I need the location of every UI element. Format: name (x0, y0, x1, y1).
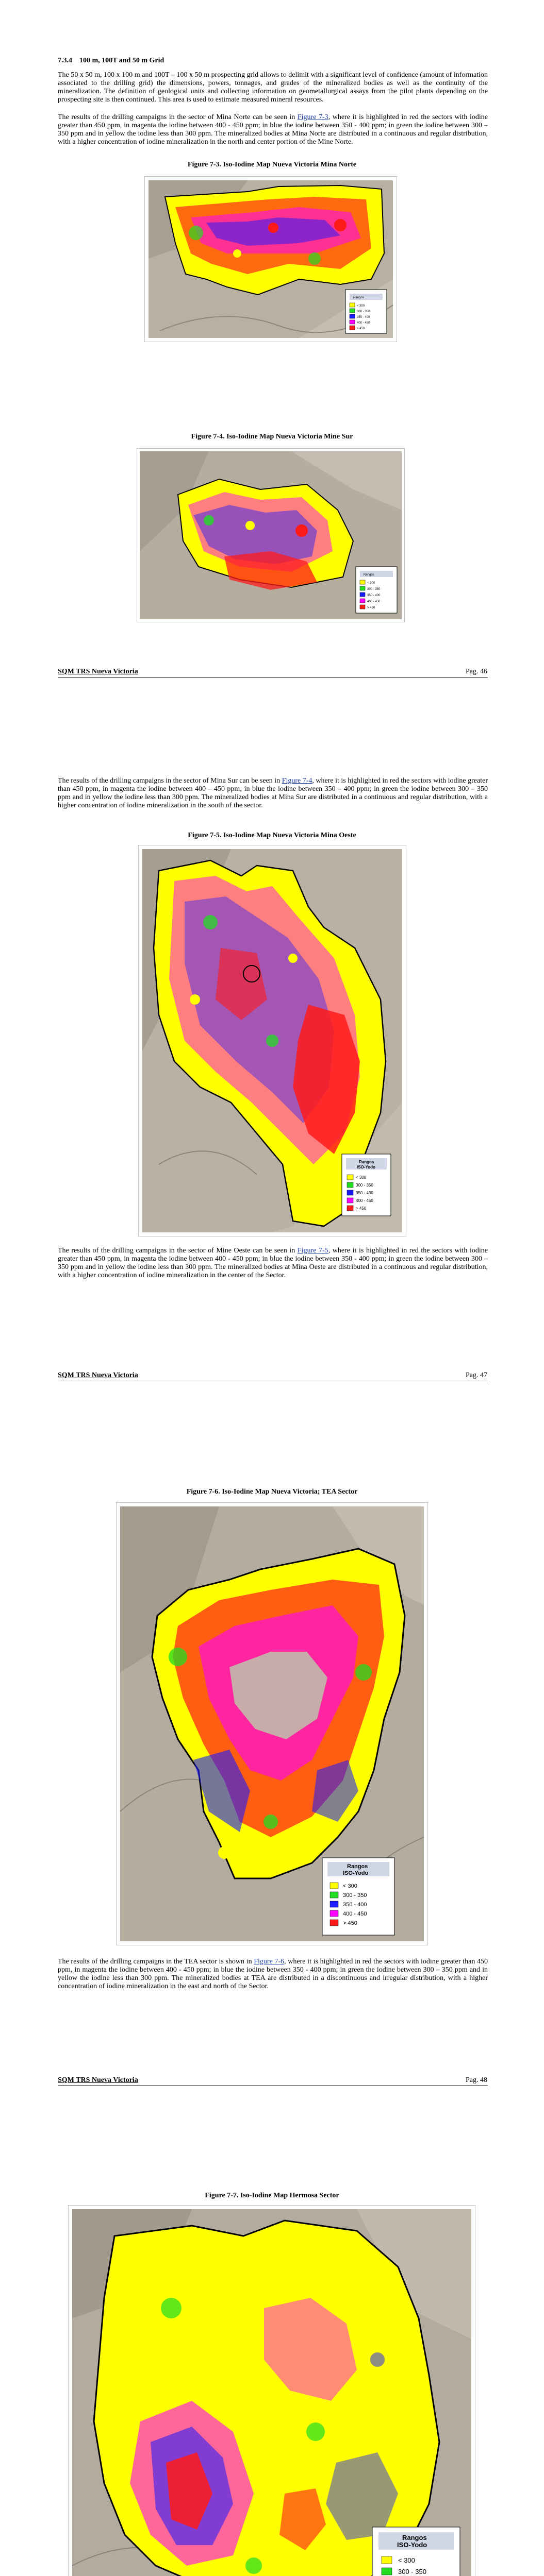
figure-7-5-caption: Figure 7-5. Iso-Iodine Map Nueva Victoria Mina Oeste (188, 832, 356, 839)
hermosa-sector-map-image (68, 2205, 475, 2576)
map2-legend-item-2: 300 - 350 (367, 588, 381, 591)
map3-legend-title-1: Rangos (359, 1160, 374, 1164)
map3-legend-item-5: > 450 (356, 1206, 367, 1211)
figure-7-7-caption: Figure 7-7. Iso-Iodine Map Hermosa Sector (205, 2192, 339, 2199)
map2-legend-item-3: 350 - 400 (367, 594, 381, 597)
mina-oeste-map-image (138, 845, 406, 1236)
footer-title-47: SQM TRS Nueva Victoria (58, 1371, 138, 1379)
map2-legend-item-5: > 450 (367, 606, 375, 609)
figure-7-4-link[interactable]: Figure 7-4 (282, 777, 312, 785)
footer-title-46: SQM TRS Nueva Victoria (58, 668, 138, 675)
figure-7-5-map (138, 845, 406, 1236)
figure-7-4-map (137, 448, 405, 622)
figure-7-4-caption: Figure 7-4. Iso-Iodine Map Nueva Victoria Mine Sur (191, 433, 353, 440)
map1-legend-item-2: 300 - 350 (357, 310, 370, 313)
map1-legend-item-1: < 300 (357, 304, 365, 308)
intro-paragraph: The 50 x 50 m, 100 x 100 m and 100T – 100 x 50 m prospecting grid allows to delimit with a significant level of confidence (amount of information associated to the drilling grid) the dimensions, powers, tonnages, and grades of the mineralized bodies as well as the continuity of the mineralization. The definition of geological units and collecting information on geometallurgical assays from the pilot plants depending on the prospecting site is then continued. This area is used to estimate measured mineral resources. (58, 71, 488, 104)
figure-7-3-link[interactable]: Figure 7-3 (297, 113, 328, 121)
mina-sur-map-image (137, 448, 405, 622)
page-number-46: Pag. 46 (466, 668, 487, 675)
figure-7-6-map (116, 1502, 428, 1945)
map2-legend-item-1: < 300 (367, 582, 375, 585)
figure-7-6-link[interactable]: Figure 7-6 (254, 1958, 285, 1965)
mina-oeste-paragraph: The results of the drilling campaigns in the sector of Mine Oeste can be seen in Figure 7-5, where it is highlighted in red the sectors with iodine greater than 450 ppm, in magenta the iodine between 400 - 450 ppm; in blue the iodine between 350 - 400 ppm; in green the iodine between 300 – 350 ppm and in yellow the iodine less than 300 ppm. The mineralized bodies at Mina Oeste are distributed in a continuous and regular distribution, with a higher concentration of iodine mineralization in the center of the Sector. (58, 1247, 488, 1279)
figure-7-3-map (144, 176, 397, 342)
figure-7-5-link[interactable]: Figure 7-5 (297, 1247, 328, 1255)
mina-sur-paragraph: The results of the drilling campaigns in the sector of Mina Sur can be seen in Figure 7-4, where it is highlighted in red the sectors with iodine greater than 450 ppm, in magenta the iodine between 400 – 450 ppm; in blue the iodine between 350 – 400 ppm; in green the iodine between 300 – 350 ppm and in yellow the iodine less than 300 ppm. The mineralized bodies at Mina Sur are distributed in a continuous and regular distribution, with a higher concentration of iodine mineralization in the south of the sector. (58, 777, 488, 809)
map3-legend-title-2: ISO-Yodo (357, 1165, 375, 1170)
map5-legend-title-2: ISO-Yodo (397, 2541, 427, 2549)
figure-7-3-caption: Figure 7-3. Iso-Iodine Map Nueva Victoria Mina Norte (187, 161, 357, 168)
map1-legend-item-4: 400 - 450 (357, 321, 370, 325)
map4-legend-title-1: Rangos (347, 1863, 368, 1870)
map4-legend-item-4: 400 - 450 (343, 1911, 367, 1917)
tea-sector-paragraph: The results of the drilling campaigns in the TEA sector is shown in Figure 7-6, where it is highlighted in red the sectors with iodine greater than 450 ppm, in magenta the iodine between 400 - 450 ppm; in blue the iodine between 350 - 400 ppm; in green the iodine between 300 – 350 ppm and in yellow the iodine less than 300 ppm. The mineralized bodies at TEA are distributed in a discontinuous and irregular distribution, with a higher concentration of iodine mineralization in the east and north of the Sector. (58, 1958, 488, 1990)
map4-legend-item-2: 300 - 350 (343, 1892, 367, 1899)
map2-legend-item-4: 400 - 450 (367, 600, 381, 603)
map1-legend-title: Rangos (353, 296, 364, 299)
map4-legend-title-2: ISO-Yodo (343, 1870, 369, 1876)
map3-legend-item-4: 400 - 450 (356, 1198, 373, 1203)
page-number-48: Pag. 48 (466, 2076, 487, 2084)
mina-norte-map-image (144, 176, 397, 342)
map4-legend-item-3: 350 - 400 (343, 1902, 367, 1908)
tea-sector-map-image (116, 1502, 428, 1945)
map5-legend-item-2: 300 - 350 (398, 2568, 426, 2575)
map3-legend-item-3: 350 - 400 (356, 1191, 373, 1195)
map4-legend-item-5: > 450 (343, 1920, 357, 1926)
figure-7-7-map (68, 2205, 475, 2576)
section-number: 7.3.4 (58, 57, 72, 64)
map3-legend-item-1: < 300 (356, 1175, 367, 1180)
map1-legend-item-5: > 450 (357, 327, 365, 330)
page-number-47: Pag. 47 (466, 1371, 487, 1379)
map5-legend-item-1: < 300 (398, 2556, 415, 2564)
map1-legend-item-3: 350 - 400 (357, 316, 370, 319)
map2-legend-title: Rangos (364, 573, 374, 577)
mina-norte-paragraph: The results of the drilling campaigns in the sector of Mina Norte can be seen in Figure 7-3, where it is highlighted in red the sectors with iodine greater than 450 ppm, in magenta the iodine between 400 - 450 ppm; in blue the iodine between 350 - 400 ppm; in green the iodine between 300 – 350 ppm and in yellow the iodine less than 300 ppm. The mineralized bodies at Mina Norte are distributed in a continuous and regular distribution, with a higher concentration of iodine mineralization in the north and center portion of the Mine Norte. (58, 113, 488, 146)
section-heading (58, 57, 164, 65)
map5-legend-title-1: Rangos (402, 2534, 427, 2541)
section-title: 100 m, 100T and 50 m Grid (79, 57, 164, 64)
footer-title-48: SQM TRS Nueva Victoria (58, 2076, 138, 2084)
map4-legend-item-1: < 300 (343, 1883, 357, 1889)
map3-legend-item-2: 300 - 350 (356, 1183, 373, 1188)
figure-7-6-caption: Figure 7-6. Iso-Iodine Map Nueva Victoria; TEA Sector (186, 1488, 358, 1496)
